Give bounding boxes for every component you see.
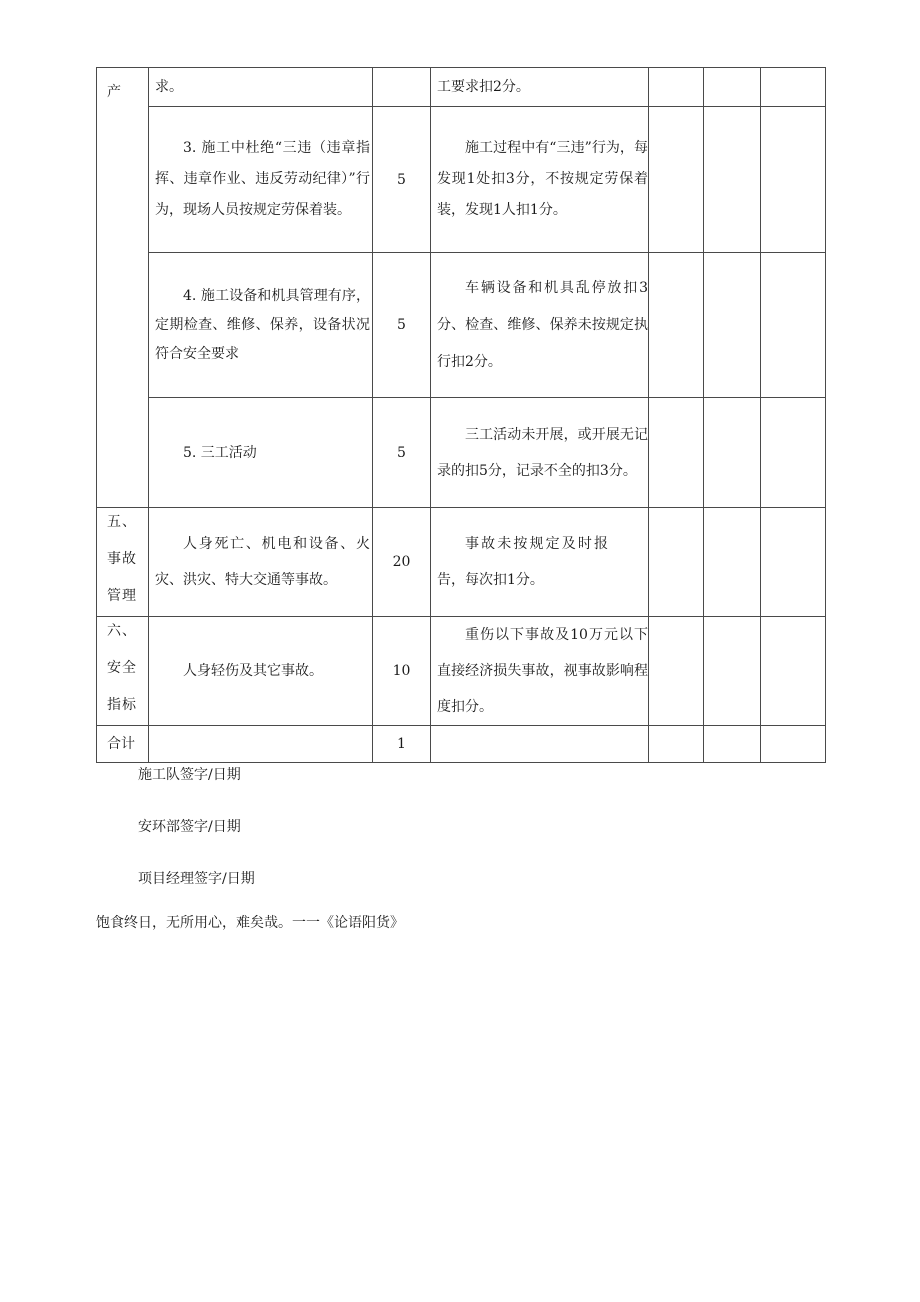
table-row	[97, 398, 826, 508]
blank-cell	[704, 398, 761, 508]
blank-cell	[649, 68, 704, 107]
table-row	[97, 726, 826, 763]
table-row	[97, 253, 826, 398]
blank-cell	[649, 253, 704, 398]
table-row	[97, 617, 826, 726]
blank-cell	[761, 398, 826, 508]
blank-cell	[649, 617, 704, 726]
score-cell	[373, 68, 431, 107]
assessment-table	[96, 67, 826, 763]
blank-cell	[431, 726, 649, 763]
blank-cell	[704, 508, 761, 617]
table-row	[97, 68, 826, 107]
blank-cell	[761, 617, 826, 726]
category-label: 六、安全指标	[107, 623, 137, 713]
category-label: 五、事故管理	[107, 514, 137, 604]
score-cell: 5	[373, 107, 431, 253]
blank-cell	[704, 726, 761, 763]
blank-cell	[761, 107, 826, 253]
blank-cell	[704, 253, 761, 398]
table-row	[97, 508, 826, 617]
blank-cell	[761, 253, 826, 398]
blank-cell	[649, 398, 704, 508]
blank-cell	[704, 68, 761, 107]
rule-cell: 事故未按规定及时报告，每次扣1分。	[437, 536, 608, 588]
requirement-cell: 人身轻伤及其它事故。	[183, 663, 323, 679]
score-cell: 20	[373, 508, 431, 617]
blank-cell	[704, 617, 761, 726]
requirement-cell: 5. 三工活动	[183, 444, 257, 461]
total-score: 1	[373, 726, 431, 763]
blank-cell	[649, 726, 704, 763]
requirement-cell: 人身死亡、机电和设备、火灾、洪灾、特大交通等事故。	[155, 536, 370, 588]
total-label: 合计	[97, 726, 149, 763]
blank-cell	[649, 107, 704, 253]
category-cell: 产	[97, 68, 149, 508]
rule-cell: 工要求扣2分。	[431, 68, 649, 107]
score-cell: 5	[373, 253, 431, 398]
requirement-cell: 求。	[149, 68, 373, 107]
blank-cell	[761, 508, 826, 617]
project-manager-signature: 项目经理签字/日期	[138, 871, 255, 887]
team-signature: 施工队签字/日期	[138, 767, 241, 783]
blank-cell	[149, 726, 373, 763]
quote: 饱食终日，无所用心，难矣哉。一一《论语阳货》	[96, 915, 404, 931]
rule-cell: 三工活动未开展，或开展无记录的扣5分，记录不全的扣3分。	[437, 426, 648, 479]
table-row	[97, 107, 826, 253]
requirement-cell: 3. 施工中杜绝“三违（违章指挥、违章作业、违反劳动纪律）”行为，现场人员按规定劳保着装。	[155, 140, 370, 218]
rule-cell: 车辆设备和机具乱停放扣3分、检查、维修、保养未按规定执行扣2分。	[437, 279, 648, 370]
score-cell: 10	[373, 617, 431, 726]
blank-cell	[761, 68, 826, 107]
blank-cell	[761, 726, 826, 763]
rule-cell: 施工过程中有“三违”行为，每发现1处扣3分，不按规定劳保着装，发现1人扣1分。	[437, 140, 648, 218]
blank-cell	[704, 107, 761, 253]
category-cell	[97, 508, 149, 617]
requirement-cell: 4. 施工设备和机具管理有序，定期检查、维修、保养，设备状况符合安全要求	[155, 287, 370, 362]
category-cell	[97, 617, 149, 726]
score-cell: 5	[373, 398, 431, 508]
blank-cell	[649, 508, 704, 617]
safety-dept-signature: 安环部签字/日期	[138, 819, 241, 835]
rule-cell: 重伤以下事故及10万元以下直接经济损失事故，视事故影响程度扣分。	[437, 627, 648, 715]
